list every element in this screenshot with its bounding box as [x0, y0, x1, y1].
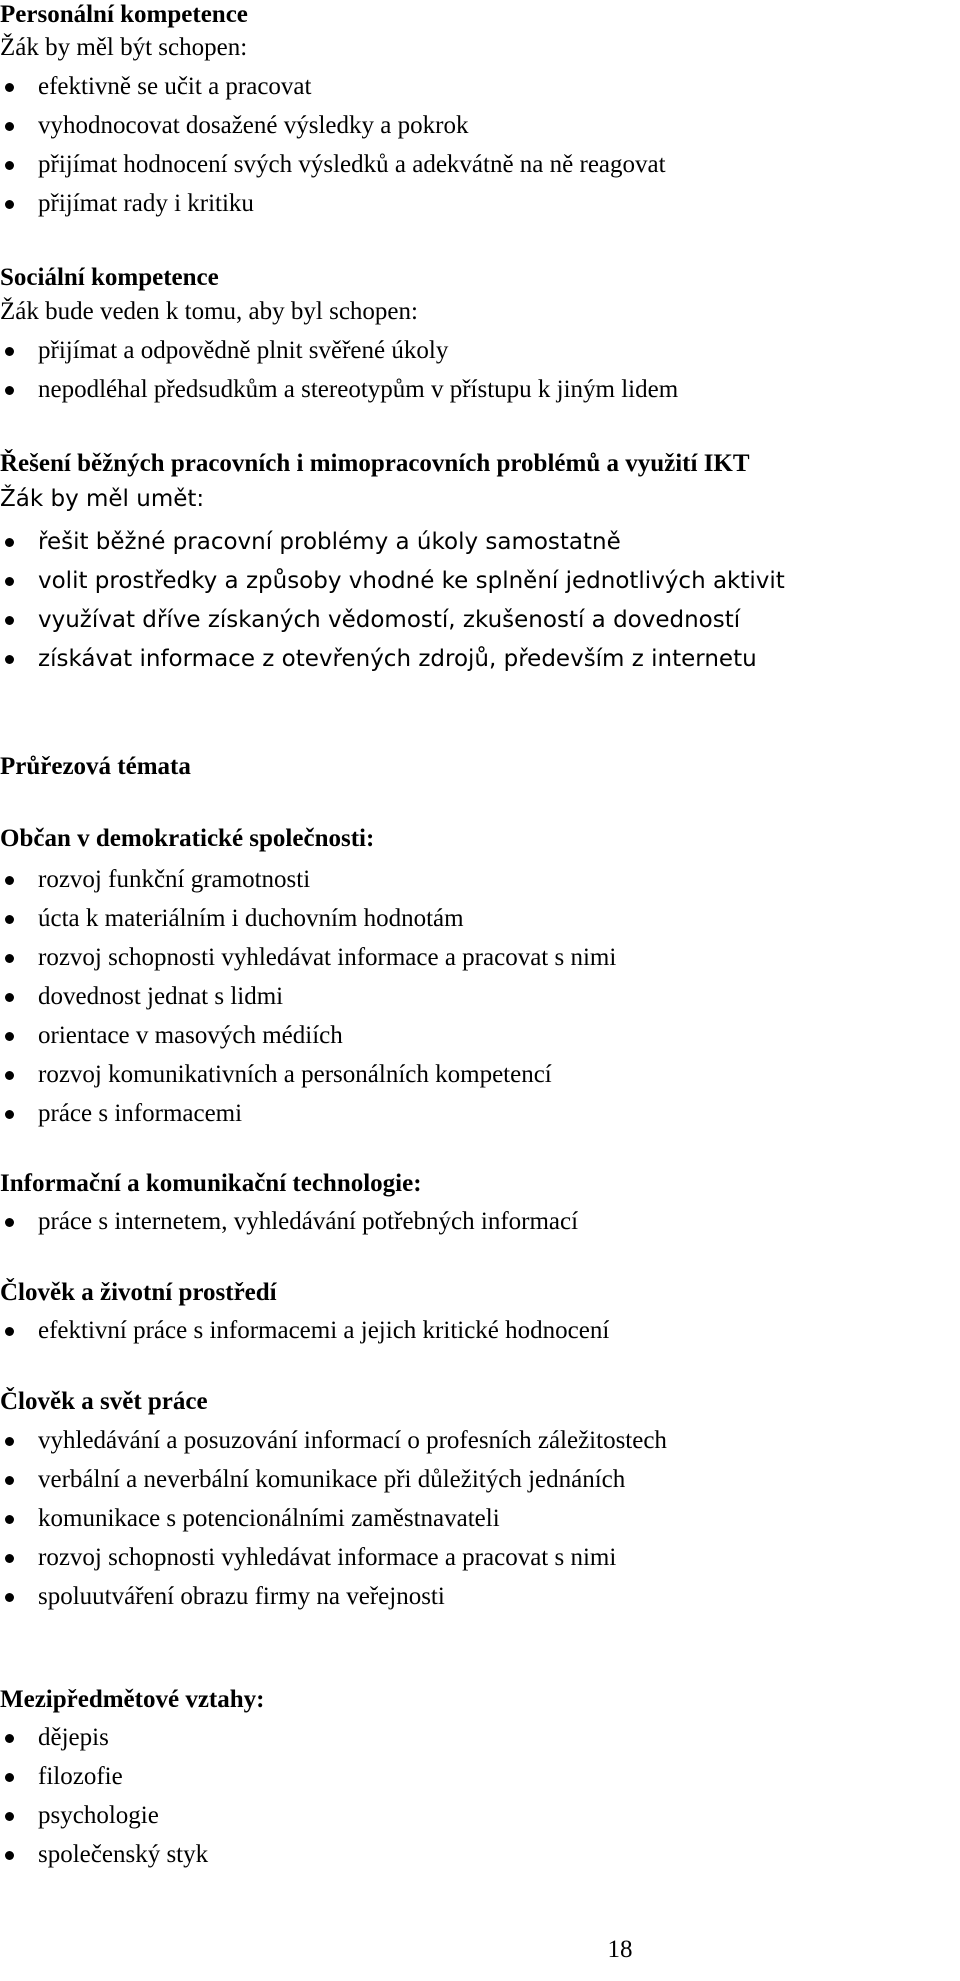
list-item: přijímat a odpovědně plnit svěřené úkoly [0, 332, 678, 371]
list-problems [0, 523, 785, 679]
list-item: rozvoj schopnosti vyhledávat informace a pracovat s nimi [0, 939, 616, 978]
list-item: dovednost jednat s lidmi [0, 978, 616, 1017]
section-heading-problems: Řešení běžných pracovních i mimopracovních problémů a využití IKT [0, 450, 750, 477]
list-item: psychologie [0, 1797, 208, 1836]
bullet-icon [5, 876, 14, 885]
list-social [0, 332, 678, 410]
bullet-icon [5, 1476, 14, 1485]
bullet-icon [5, 347, 14, 356]
section-intro-problems: Žák by měl umět: [0, 486, 205, 512]
list-item: orientace v masových médiích [0, 1017, 616, 1056]
bullet-icon [5, 200, 14, 209]
list-item: efektivní práce s informacemi a jejich kritické hodnocení [0, 1312, 609, 1351]
bullet-icon [5, 1071, 14, 1080]
bullet-icon [5, 1327, 14, 1336]
list-item: spoluutváření obrazu firmy na veřejnosti [0, 1578, 667, 1617]
list-environment [0, 1312, 609, 1351]
bullet-icon [5, 386, 14, 395]
bullet-icon [5, 1812, 14, 1821]
bullet-icon [5, 577, 14, 586]
list-item: rozvoj komunikativních a personálních kompetencí [0, 1056, 616, 1095]
section-heading-environment: Člověk a životní prostředí [0, 1279, 277, 1306]
bullet-icon [5, 1593, 14, 1602]
section-heading-crosscutting: Průřezová témata [0, 753, 191, 780]
bullet-icon [5, 1773, 14, 1782]
bullet-icon [5, 1110, 14, 1119]
bullet-icon [5, 1218, 14, 1227]
list-item: rozvoj schopnosti vyhledávat informace a pracovat s nimi [0, 1539, 667, 1578]
list-item: nepodléhal předsudkům a stereotypům v přístupu k jiným lidem [0, 371, 678, 410]
section-heading-work: Člověk a svět práce [0, 1388, 208, 1415]
section-heading-personal: Personální kompetence [0, 1, 248, 28]
bullet-icon [5, 83, 14, 92]
list-interdisciplinary [0, 1719, 208, 1875]
list-item: volit prostředky a způsoby vhodné ke splnění jednotlivých aktivit [0, 562, 785, 601]
section-heading-social: Sociální kompetence [0, 264, 219, 291]
list-citizen [0, 861, 616, 1134]
list-item: získávat informace z otevřených zdrojů, především z internetu [0, 640, 785, 679]
list-item: práce s informacemi [0, 1095, 616, 1134]
bullet-icon [5, 122, 14, 131]
section-heading-ict: Informační a komunikační technologie: [0, 1170, 422, 1197]
list-item: řešit běžné pracovní problémy a úkoly samostatně [0, 523, 785, 562]
list-item: rozvoj funkční gramotnosti [0, 861, 616, 900]
bullet-icon [5, 538, 14, 547]
list-item: filozofie [0, 1758, 208, 1797]
section-heading-interdisciplinary: Mezipředmětové vztahy: [0, 1686, 265, 1713]
bullet-icon [5, 616, 14, 625]
bullet-icon [5, 915, 14, 924]
list-personal [0, 68, 666, 224]
list-item: komunikace s potencionálními zaměstnavateli [0, 1500, 667, 1539]
section-intro-personal: Žák by měl být schopen: [0, 34, 248, 61]
list-item: využívat dříve získaných vědomostí, zkušeností a dovedností [0, 601, 785, 640]
list-item: přijímat rady i kritiku [0, 185, 666, 224]
bullet-icon [5, 1437, 14, 1446]
list-work [0, 1422, 667, 1617]
bullet-icon [5, 954, 14, 963]
list-item: práce s internetem, vyhledávání potřebných informací [0, 1203, 578, 1242]
bullet-icon [5, 1032, 14, 1041]
page-number: 18 [607, 1936, 633, 1963]
list-item: verbální a neverbální komunikace při důležitých jednáních [0, 1461, 667, 1500]
bullet-icon [5, 1515, 14, 1524]
list-item: přijímat hodnocení svých výsledků a adekvátně na ně reagovat [0, 146, 666, 185]
section-heading-citizen: Občan v demokratické společnosti: [0, 825, 375, 852]
list-item: společenský styk [0, 1836, 208, 1875]
list-item: úcta k materiálním i duchovním hodnotám [0, 900, 616, 939]
bullet-icon [5, 1554, 14, 1563]
list-item: dějepis [0, 1719, 208, 1758]
list-item: efektivně se učit a pracovat [0, 68, 666, 107]
bullet-icon [5, 161, 14, 170]
list-item: vyhledávání a posuzování informací o profesních záležitostech [0, 1422, 667, 1461]
bullet-icon [5, 1851, 14, 1860]
section-intro-social: Žák bude veden k tomu, aby byl schopen: [0, 298, 418, 325]
bullet-icon [5, 993, 14, 1002]
list-item: vyhodnocovat dosažené výsledky a pokrok [0, 107, 666, 146]
bullet-icon [5, 1734, 14, 1743]
list-ict [0, 1203, 578, 1242]
bullet-icon [5, 655, 14, 664]
